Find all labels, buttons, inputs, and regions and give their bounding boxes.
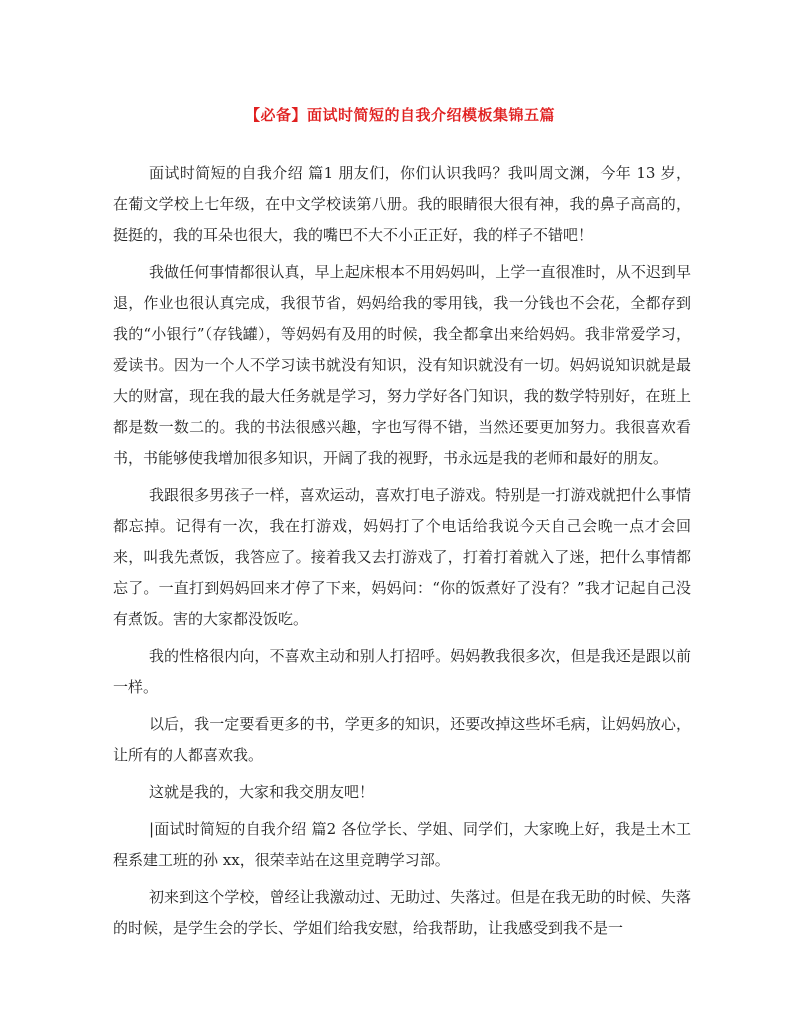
document-body — [113, 158, 691, 950]
paragraph-2: 我做任何事情都很认真，早上起床根本不用妈妈叫，上学一直很准时，从不迟到早退，作业也很认真完成，我很节省，妈妈给我的零用钱，我一分钱也不会花，全都存到我的“小银行”（存钱罐），等妈妈有及用的时候，我全都拿出来给妈妈。我非常爱学习，爱读书。因为一个人不学习读书就没有知识，没有知识就没有一切。妈妈说知识就是最大的财富，现在我的最大任务就是学习，努力学好各门知识，我的数学特别好，在班上都是数一数二的。我的书法很感兴趣，字也写得不错，当然还要更加努力。我很喜欢看书，书能够使我增加很多知识，开阔了我的视野，书永远是我的老师和最好的朋友。 — [113, 263, 691, 467]
paragraph-4: 我的性格很内向，不喜欢主动和别人打招呼。妈妈教我很多次，但是我还是跟以前一样。 — [113, 647, 691, 696]
paragraph-7: |面试时简短的自我介绍 篇2 各位学长、学姐、同学们，大家晚上好，我是土木工程系建工班的孙 xx，很荣幸站在这里竞聘学习部。 — [113, 820, 691, 869]
paragraph-5: 以后，我一定要看更多的书，学更多的知识，还要改掉这些坏毛病，让妈妈放心，让所有的人都喜欢我。 — [113, 715, 691, 764]
paragraph-1: 面试时简短的自我介绍 篇1 朋友们，你们认识我吗？我叫周文渊，今年 13 岁，在葡文学校上七年级，在中文学校读第八册。我的眼睛很大很有神，我的鼻子高高的，挺挺的，我的耳朵也很大，我的嘴巴不大不小正正好，我的样子不错吧！ — [113, 164, 691, 244]
paragraph-8: 初来到这个学校，曾经让我激动过、无助过、失落过。但是在我无助的时候、失落的时候，是学生会的学长、学姐们给我安慰，给我帮助，让我感受到我不是一 — [113, 888, 691, 937]
paragraph-3: 我跟很多男孩子一样，喜欢运动，喜欢打电子游戏。特别是一打游戏就把什么事情都忘掉。记得有一次，我在打游戏，妈妈打了个电话给我说今天自己会晚一点才会回来，叫我先煮饭，我答应了。接着我又去打游戏了，打着打着就入了迷，把什么事情都忘了。一直打到妈妈回来才停了下来，妈妈问：“你的饭煮好了没有？”我才记起自己没有煮饭。害的大家都没饭吃。 — [113, 486, 691, 628]
document-title: 【必备】面试时简短的自我介绍模板集锦五篇 — [244, 106, 555, 124]
paragraph-6: 这就是我的，大家和我交朋友吧！ — [149, 783, 375, 801]
